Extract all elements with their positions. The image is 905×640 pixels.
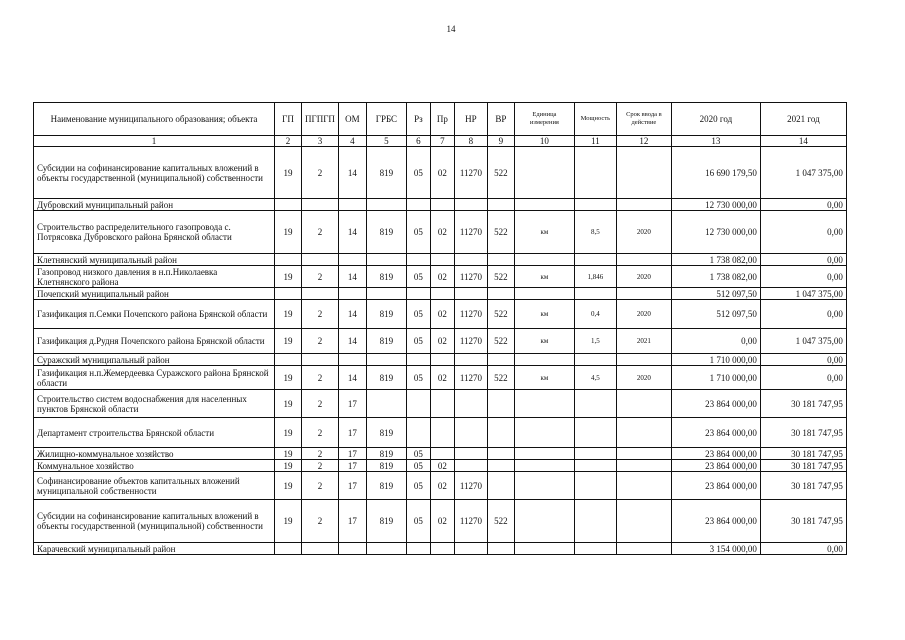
- unit-cell: км: [514, 329, 574, 354]
- object-name: Газификация д.Рудня Почепского района Брянской области: [34, 329, 275, 354]
- column-number: 7: [430, 136, 454, 147]
- nr-code: [454, 460, 487, 472]
- column-number: 13: [671, 136, 760, 147]
- grbs-code: [366, 543, 406, 555]
- amount-2020: 1 738 082,00: [671, 266, 760, 288]
- amount-2021: 30 181 747,95: [760, 472, 846, 500]
- pr-code: 02: [430, 211, 454, 254]
- page-number: 14: [446, 24, 456, 34]
- unit-cell: [514, 460, 574, 472]
- vr-code: 522: [487, 211, 514, 254]
- power-cell: 0,4: [574, 300, 616, 329]
- column-number: 9: [487, 136, 514, 147]
- object-name: Субсидии на софинансирование капитальных вложений в объекты государственной (муниципальной) собственности: [34, 500, 275, 543]
- grbs-code: 819: [366, 266, 406, 288]
- rz-code: 05: [406, 147, 430, 199]
- amount-2021: 0,00: [760, 543, 846, 555]
- table-row: [34, 500, 847, 543]
- amount-2020: 1 738 082,00: [671, 254, 760, 266]
- amount-2020: 3 154 000,00: [671, 543, 760, 555]
- pgp-code: 2: [302, 418, 339, 448]
- table-row: [34, 448, 847, 460]
- unit-cell: [514, 500, 574, 543]
- term-cell: 2021: [616, 329, 671, 354]
- vr-code: 522: [487, 147, 514, 199]
- gp-code: 19: [275, 500, 302, 543]
- unit-cell: [514, 390, 574, 418]
- unit-cell: [514, 199, 574, 211]
- pgp-code: [302, 543, 339, 555]
- om-code: 17: [338, 472, 366, 500]
- table-row: [34, 418, 847, 448]
- amount-2020: 1 710 000,00: [671, 354, 760, 366]
- table-row: [34, 288, 847, 300]
- om-code: 14: [338, 329, 366, 354]
- rz-code: 05: [406, 460, 430, 472]
- vr-code: [487, 288, 514, 300]
- gp-code: 19: [275, 448, 302, 460]
- object-name: Клетнянский муниципальный район: [34, 254, 275, 266]
- amount-2021: 0,00: [760, 199, 846, 211]
- nr-code: [454, 448, 487, 460]
- nr-code: 11270: [454, 211, 487, 254]
- unit-cell: км: [514, 366, 574, 390]
- power-cell: 4,5: [574, 366, 616, 390]
- amount-2021: 0,00: [760, 254, 846, 266]
- amount-2020: 0,00: [671, 329, 760, 354]
- object-name: Газификация п.Семки Почепского района Брянской области: [34, 300, 275, 329]
- column-number: 14: [760, 136, 846, 147]
- table-row: [34, 390, 847, 418]
- gp-code: 19: [275, 266, 302, 288]
- nr-code: 11270: [454, 266, 487, 288]
- unit-cell: [514, 354, 574, 366]
- pgp-code: [302, 354, 339, 366]
- vr-code: [487, 254, 514, 266]
- column-number: 4: [338, 136, 366, 147]
- pgp-code: 2: [302, 500, 339, 543]
- nr-code: [454, 254, 487, 266]
- pgp-code: 2: [302, 448, 339, 460]
- column-number: 2: [275, 136, 302, 147]
- amount-2021: 1 047 375,00: [760, 329, 846, 354]
- pgp-code: 2: [302, 460, 339, 472]
- grbs-code: 819: [366, 460, 406, 472]
- nr-code: [454, 418, 487, 448]
- amount-2020: 23 864 000,00: [671, 472, 760, 500]
- rz-code: [406, 543, 430, 555]
- gp-code: 19: [275, 329, 302, 354]
- power-cell: [574, 500, 616, 543]
- pr-code: [430, 448, 454, 460]
- term-cell: [616, 390, 671, 418]
- header-grbs: ГРБС: [366, 103, 406, 136]
- vr-code: [487, 199, 514, 211]
- amount-2021: 0,00: [760, 266, 846, 288]
- nr-code: 11270: [454, 366, 487, 390]
- term-cell: [616, 500, 671, 543]
- pr-code: 02: [430, 329, 454, 354]
- nr-code: [454, 354, 487, 366]
- unit-cell: [514, 448, 574, 460]
- header-2021: 2021 год: [760, 103, 846, 136]
- amount-2021: 0,00: [760, 354, 846, 366]
- nr-code: 11270: [454, 300, 487, 329]
- term-cell: [616, 147, 671, 199]
- column-number: 3: [302, 136, 339, 147]
- column-number: 1: [34, 136, 275, 147]
- amount-2021: 1 047 375,00: [760, 147, 846, 199]
- amount-2020: 1 710 000,00: [671, 366, 760, 390]
- header-term: Срок ввода в действие: [616, 103, 671, 136]
- power-cell: [574, 288, 616, 300]
- om-code: 17: [338, 418, 366, 448]
- om-code: [338, 254, 366, 266]
- gp-code: 19: [275, 418, 302, 448]
- header-gp: ГП: [275, 103, 302, 136]
- column-number: 12: [616, 136, 671, 147]
- nr-code: 11270: [454, 329, 487, 354]
- budget-table: [33, 102, 847, 555]
- vr-code: [487, 418, 514, 448]
- pr-code: 02: [430, 500, 454, 543]
- pgp-code: 2: [302, 472, 339, 500]
- pgp-code: 2: [302, 390, 339, 418]
- header-name: Наименование муниципального образования; объекта: [34, 103, 275, 136]
- term-cell: [616, 543, 671, 555]
- pr-code: 02: [430, 472, 454, 500]
- gp-code: 19: [275, 366, 302, 390]
- gp-code: 19: [275, 460, 302, 472]
- amount-2020: 23 864 000,00: [671, 460, 760, 472]
- amount-2020: 16 690 179,50: [671, 147, 760, 199]
- table-row: [34, 460, 847, 472]
- term-cell: 2020: [616, 266, 671, 288]
- column-number: 10: [514, 136, 574, 147]
- column-number: 11: [574, 136, 616, 147]
- grbs-code: 819: [366, 147, 406, 199]
- unit-cell: [514, 147, 574, 199]
- grbs-code: 819: [366, 329, 406, 354]
- pr-code: [430, 390, 454, 418]
- power-cell: [574, 448, 616, 460]
- pr-code: [430, 418, 454, 448]
- pr-code: [430, 254, 454, 266]
- header-pr: Пр: [430, 103, 454, 136]
- pgp-code: 2: [302, 329, 339, 354]
- amount-2020: 23 864 000,00: [671, 390, 760, 418]
- header-power: Мощность: [574, 103, 616, 136]
- gp-code: [275, 354, 302, 366]
- object-name: Газопровод низкого давления в н.п.Николаевка Клетнянского района: [34, 266, 275, 288]
- pgp-code: [302, 199, 339, 211]
- table-row: [34, 472, 847, 500]
- amount-2020: 23 864 000,00: [671, 500, 760, 543]
- rz-code: [406, 390, 430, 418]
- rz-code: [406, 254, 430, 266]
- om-code: [338, 543, 366, 555]
- grbs-code: [366, 254, 406, 266]
- grbs-code: [366, 288, 406, 300]
- nr-code: [454, 288, 487, 300]
- rz-code: [406, 288, 430, 300]
- unit-cell: [514, 543, 574, 555]
- power-cell: [574, 418, 616, 448]
- om-code: 17: [338, 460, 366, 472]
- table-row: [34, 366, 847, 390]
- amount-2020: 23 864 000,00: [671, 448, 760, 460]
- amount-2020: 512 097,50: [671, 300, 760, 329]
- pgp-code: 2: [302, 300, 339, 329]
- object-name: Почепский муниципальный район: [34, 288, 275, 300]
- gp-code: [275, 543, 302, 555]
- power-cell: [574, 354, 616, 366]
- grbs-code: 819: [366, 211, 406, 254]
- table-row: [34, 266, 847, 288]
- unit-cell: [514, 254, 574, 266]
- vr-code: 522: [487, 300, 514, 329]
- term-cell: 2020: [616, 366, 671, 390]
- unit-cell: км: [514, 300, 574, 329]
- gp-code: [275, 254, 302, 266]
- vr-code: 522: [487, 500, 514, 543]
- vr-code: 522: [487, 329, 514, 354]
- term-cell: [616, 448, 671, 460]
- rz-code: [406, 418, 430, 448]
- om-code: 17: [338, 500, 366, 543]
- header-row: [34, 103, 847, 136]
- om-code: 14: [338, 266, 366, 288]
- gp-code: 19: [275, 390, 302, 418]
- vr-code: 522: [487, 366, 514, 390]
- pr-code: [430, 543, 454, 555]
- rz-code: 05: [406, 266, 430, 288]
- table-row: [34, 300, 847, 329]
- gp-code: 19: [275, 472, 302, 500]
- grbs-code: [366, 199, 406, 211]
- column-number: 6: [406, 136, 430, 147]
- vr-code: [487, 460, 514, 472]
- header-rz: Рз: [406, 103, 430, 136]
- power-cell: [574, 199, 616, 211]
- om-code: 17: [338, 448, 366, 460]
- rz-code: 05: [406, 300, 430, 329]
- amount-2021: 30 181 747,95: [760, 448, 846, 460]
- gp-code: 19: [275, 300, 302, 329]
- column-number: 5: [366, 136, 406, 147]
- grbs-code: [366, 390, 406, 418]
- header-2020: 2020 год: [671, 103, 760, 136]
- term-cell: [616, 199, 671, 211]
- om-code: 14: [338, 147, 366, 199]
- header-om: ОМ: [338, 103, 366, 136]
- object-name: Коммунальное хозяйство: [34, 460, 275, 472]
- table-row: [34, 147, 847, 199]
- power-cell: [574, 543, 616, 555]
- grbs-code: 819: [366, 366, 406, 390]
- pgp-code: 2: [302, 266, 339, 288]
- nr-code: 11270: [454, 147, 487, 199]
- column-number: 8: [454, 136, 487, 147]
- object-name: Жилищно-коммунальное хозяйство: [34, 448, 275, 460]
- unit-cell: [514, 418, 574, 448]
- pr-code: [430, 199, 454, 211]
- rz-code: [406, 354, 430, 366]
- amount-2021: 0,00: [760, 300, 846, 329]
- rz-code: 05: [406, 500, 430, 543]
- rz-code: 05: [406, 329, 430, 354]
- rz-code: 05: [406, 366, 430, 390]
- om-code: 17: [338, 390, 366, 418]
- power-cell: [574, 460, 616, 472]
- nr-code: [454, 199, 487, 211]
- power-cell: [574, 472, 616, 500]
- power-cell: [574, 254, 616, 266]
- term-cell: [616, 288, 671, 300]
- grbs-code: 819: [366, 418, 406, 448]
- om-code: 14: [338, 211, 366, 254]
- om-code: [338, 288, 366, 300]
- om-code: [338, 354, 366, 366]
- pr-code: 02: [430, 266, 454, 288]
- term-cell: [616, 460, 671, 472]
- power-cell: [574, 390, 616, 418]
- vr-code: [487, 354, 514, 366]
- power-cell: 8,5: [574, 211, 616, 254]
- nr-code: [454, 390, 487, 418]
- power-cell: 1,846: [574, 266, 616, 288]
- term-cell: [616, 254, 671, 266]
- amount-2021: 0,00: [760, 211, 846, 254]
- pgp-code: 2: [302, 211, 339, 254]
- rz-code: 05: [406, 211, 430, 254]
- object-name: Субсидии на софинансирование капитальных вложений в объекты государственной (муниципальной) собственности: [34, 147, 275, 199]
- unit-cell: [514, 472, 574, 500]
- amount-2020: 12 730 000,00: [671, 211, 760, 254]
- object-name: Софинансирование объектов капитальных вложений муниципальной собственности: [34, 472, 275, 500]
- pr-code: 02: [430, 366, 454, 390]
- vr-code: 522: [487, 266, 514, 288]
- amount-2021: 30 181 747,95: [760, 500, 846, 543]
- vr-code: [487, 543, 514, 555]
- grbs-code: 819: [366, 448, 406, 460]
- amount-2021: 0,00: [760, 366, 846, 390]
- table-row: [34, 543, 847, 555]
- rz-code: [406, 199, 430, 211]
- pr-code: [430, 288, 454, 300]
- power-cell: [574, 147, 616, 199]
- table-row: [34, 329, 847, 354]
- gp-code: [275, 199, 302, 211]
- amount-2020: 23 864 000,00: [671, 418, 760, 448]
- column-number-row: [34, 136, 847, 147]
- header-nr: НР: [454, 103, 487, 136]
- amount-2020: 512 097,50: [671, 288, 760, 300]
- vr-code: [487, 448, 514, 460]
- pr-code: 02: [430, 147, 454, 199]
- grbs-code: 819: [366, 300, 406, 329]
- nr-code: 11270: [454, 472, 487, 500]
- table-row: [34, 354, 847, 366]
- header-unit: Единица измерения: [514, 103, 574, 136]
- pr-code: [430, 354, 454, 366]
- om-code: 14: [338, 366, 366, 390]
- pgp-code: 2: [302, 366, 339, 390]
- table-row: [34, 211, 847, 254]
- object-name: Строительство систем водоснабжения для населенных пунктов Брянской области: [34, 390, 275, 418]
- amount-2021: 30 181 747,95: [760, 460, 846, 472]
- object-name: Департамент строительства Брянской области: [34, 418, 275, 448]
- object-name: Суражский муниципальный район: [34, 354, 275, 366]
- object-name: Строительство распределительного газопровода с. Потрясовка Дубровского района Брянской области: [34, 211, 275, 254]
- object-name: Карачевский муниципальный район: [34, 543, 275, 555]
- table-row: [34, 254, 847, 266]
- amount-2021: 1 047 375,00: [760, 288, 846, 300]
- object-name: Газификация н.п.Жемердеевка Суражского района Брянской области: [34, 366, 275, 390]
- gp-code: [275, 288, 302, 300]
- object-name: Дубровский муниципальный район: [34, 199, 275, 211]
- header-pgp: ПГПГП: [302, 103, 339, 136]
- amount-2020: 12 730 000,00: [671, 199, 760, 211]
- pr-code: 02: [430, 300, 454, 329]
- rz-code: 05: [406, 472, 430, 500]
- term-cell: [616, 472, 671, 500]
- vr-code: [487, 390, 514, 418]
- header-vr: ВР: [487, 103, 514, 136]
- gp-code: 19: [275, 211, 302, 254]
- grbs-code: 819: [366, 472, 406, 500]
- amount-2021: 30 181 747,95: [760, 418, 846, 448]
- grbs-code: 819: [366, 500, 406, 543]
- term-cell: 2020: [616, 211, 671, 254]
- nr-code: 11270: [454, 500, 487, 543]
- power-cell: 1,5: [574, 329, 616, 354]
- om-code: 14: [338, 300, 366, 329]
- term-cell: [616, 354, 671, 366]
- gp-code: 19: [275, 147, 302, 199]
- pr-code: 02: [430, 460, 454, 472]
- table-row: [34, 199, 847, 211]
- om-code: [338, 199, 366, 211]
- unit-cell: [514, 288, 574, 300]
- grbs-code: [366, 354, 406, 366]
- term-cell: 2020: [616, 300, 671, 329]
- pgp-code: 2: [302, 147, 339, 199]
- unit-cell: км: [514, 266, 574, 288]
- amount-2021: 30 181 747,95: [760, 390, 846, 418]
- nr-code: [454, 543, 487, 555]
- pgp-code: [302, 288, 339, 300]
- unit-cell: км: [514, 211, 574, 254]
- vr-code: [487, 472, 514, 500]
- rz-code: 05: [406, 448, 430, 460]
- pgp-code: [302, 254, 339, 266]
- term-cell: [616, 418, 671, 448]
